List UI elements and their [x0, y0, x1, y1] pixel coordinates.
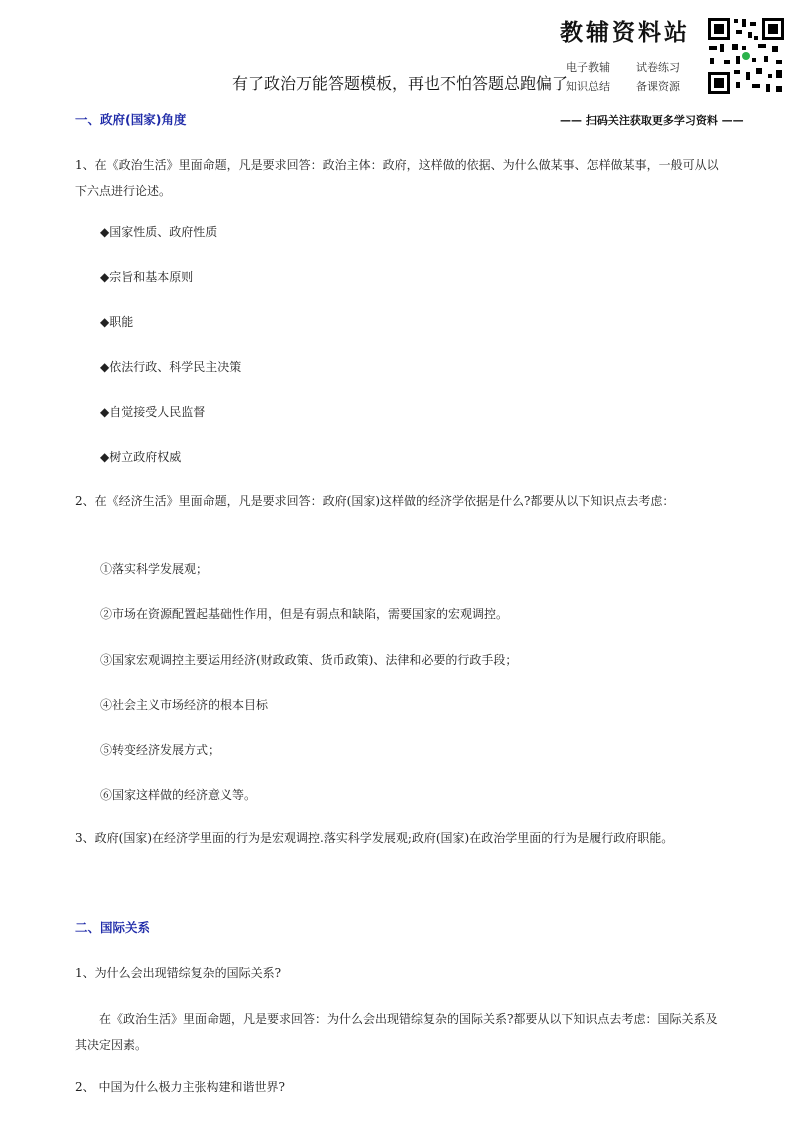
section2-q2: 2、 中国为什么极力主张构建和谐世界?	[75, 1080, 285, 1094]
brand-title: 教辅资料站	[560, 20, 690, 46]
list-item: ⑤转变经济发展方式；	[100, 743, 221, 757]
bullet-item: ◆自觉接受人民监督	[100, 405, 206, 419]
link-ebooks[interactable]: 电子教辅	[566, 61, 610, 74]
link-exams[interactable]: 试卷练习	[636, 61, 680, 74]
page-title: 有了政治万能答题模板，再也不怕答题总跑偏了	[231, 74, 568, 93]
bullet-item: ◆依法行政、科学民主决策	[100, 360, 242, 374]
list-item: ③国家宏观调控主要运用经济(财政政策、货币政策)、法律和必要的行政手段；	[100, 653, 518, 667]
section2-heading: 二、国际关系	[75, 920, 151, 935]
scan-promo-text: —— 扫码关注获取更多学习资料 ——	[560, 114, 744, 127]
section2-q1: 1、为什么会出现错综复杂的国际关系?	[75, 966, 282, 980]
bullet-item: ◆国家性质、政府性质	[100, 225, 218, 239]
list-item: ①落实科学发展观；	[100, 562, 209, 576]
section1-para1: 1、在《政治生活》里面命题，凡是要求回答：政治主体：政府，这样做的依据、为什么做某事、怎样做某事，一般可从以下六点进行论述。	[75, 158, 719, 198]
bullet-item: ◆职能	[100, 315, 134, 329]
section1-para2: 2、在《经济生活》里面命题，凡是要求回答：政府(国家)这样做的经济学依据是什么?都要从以下知识点去考虑：	[75, 494, 675, 508]
section1-heading: 一、政府(国家)角度	[75, 112, 187, 127]
bullet-item: ◆树立政府权威	[100, 450, 182, 464]
section1-para3: 3、政府(国家)在经济学里面的行为是宏观调控.落实科学发展观;政府(国家)在政治学里面的行为是履行政府职能。	[75, 831, 674, 845]
bullet-item: ◆宗旨和基本原则	[100, 270, 194, 284]
list-item: ⑥国家这样做的经济意义等。	[100, 788, 257, 802]
link-summary[interactable]: 知识总结	[566, 80, 610, 93]
list-item: ④社会主义市场经济的根本目标	[100, 698, 269, 712]
list-item: ②市场在资源配置起基础性作用，但是有弱点和缺陷，需要国家的宏观调控。	[100, 607, 509, 621]
section2-a1: 在《政治生活》里面命题，凡是要求回答：为什么会出现错综复杂的国际关系?都要从以下知识点去考虑：国际关系及其决定因素。	[75, 1012, 718, 1052]
link-lessons[interactable]: 备课资源	[636, 80, 680, 93]
